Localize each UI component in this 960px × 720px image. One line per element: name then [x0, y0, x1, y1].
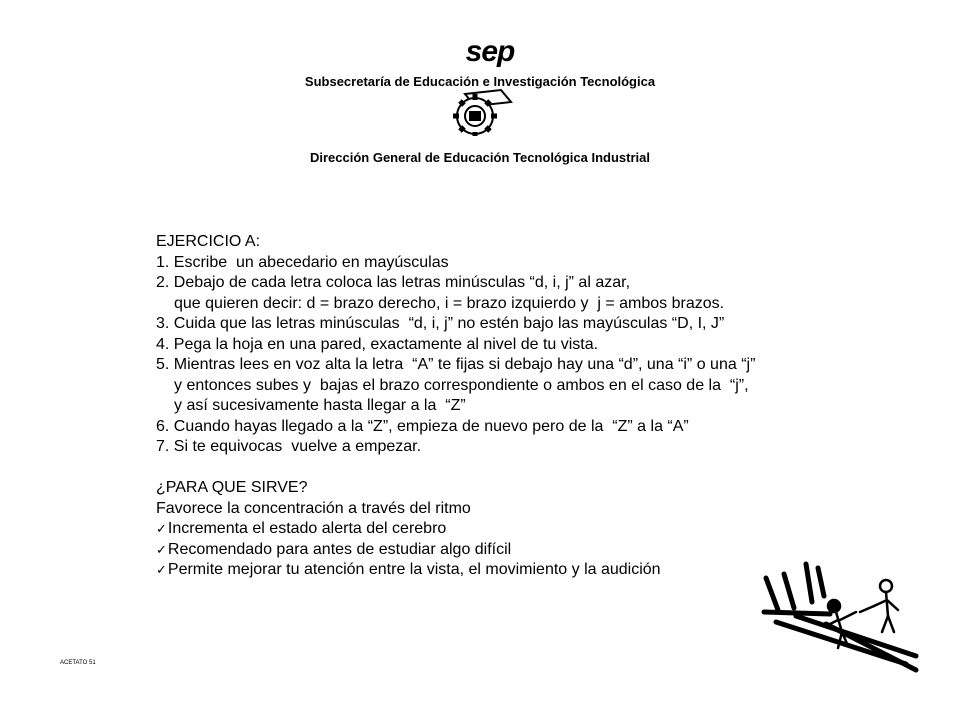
- gear-emblem-icon: [445, 88, 515, 136]
- sep-logo: sep: [465, 35, 515, 68]
- step-7: 7. Si te equivocas vuelve a empezar.: [156, 438, 422, 455]
- step-5-continued-2: y así sucesivamente hasta llegar a la “Z”: [174, 397, 466, 414]
- benefit-item: ✓ Incrementa el estado alerta del cerebro: [156, 519, 876, 540]
- direccion-heading: Dirección General de Educación Tecnológica Industrial: [309, 150, 650, 165]
- exercise-title: EJERCICIO A:: [156, 233, 261, 250]
- purpose-title: ¿PARA QUE SIRVE?: [156, 479, 308, 496]
- step-4: 4. Pega la hoja en una pared, exactamente al nivel de tu vista.: [156, 335, 599, 353]
- step-5: 5. Mientras lees en voz alta la letra “A” te fijas si debajo hay una “d”, una “i” o una “j”: [156, 356, 756, 373]
- purpose-intro: Favorece la concentración a través del ritmo: [156, 499, 471, 517]
- step-3: 3. Cuida que las letras minúsculas “d, i, j” no estén bajo las mayúsculas “D, I, J”: [156, 315, 725, 332]
- benefit-item: ✓ Permite mejorar tu atención entre la vista, el movimiento y la audición: [156, 560, 876, 581]
- step-2-continued: que quieren decir: d = brazo derecho, i = brazo izquierdo y j = ambos brazos.: [174, 294, 725, 312]
- step-2: 2. Debajo de cada letra coloca las letras minúsculas “d, i, j” al azar,: [156, 274, 631, 291]
- benefit-item: ✓ Recomendado para antes de estudiar algo difícil: [156, 540, 876, 561]
- step-5-continued: y entonces subes y bajas el brazo correspondiente o ambos en el caso de la “j”,: [174, 376, 749, 394]
- step-1: 1. Escribe un abecedario en mayúsculas: [156, 253, 449, 271]
- kids-on-road-illustration: [756, 560, 926, 675]
- exercise-content: [156, 232, 876, 581]
- step-6: 6. Cuando hayas llegado a la “Z”, empieza de nuevo pero de la “Z” a la “A”: [156, 417, 689, 435]
- footer-label: ACETATO 51: [60, 660, 96, 666]
- subsecretaria-heading: Subsecretaría de Educación e Investigación Tecnológica: [304, 74, 656, 89]
